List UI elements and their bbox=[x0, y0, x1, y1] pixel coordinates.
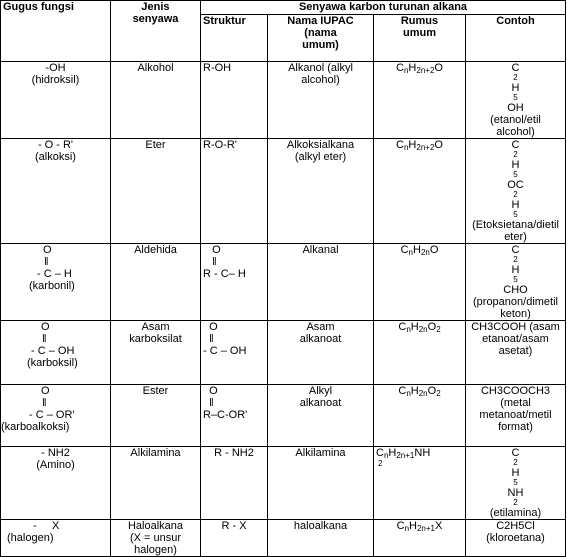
table-row bbox=[1, 321, 566, 385]
struktur-cell: O ‖ R - C– H bbox=[201, 244, 268, 321]
table-row bbox=[1, 520, 566, 557]
header-gugus-fungsi: Gugus fungsi bbox=[1, 1, 111, 62]
contoh-cell: CH3COOH (asam etanoat/asam asetat) bbox=[466, 321, 566, 385]
header-nama-iupac: Nama IUPAC (nama umum) bbox=[268, 15, 374, 62]
rumus-cell: $C_nH_{2n+2}O$ bbox=[374, 139, 466, 244]
nama-cell: haloalkana bbox=[268, 520, 374, 557]
jenis-cell: Ester bbox=[111, 385, 201, 447]
gugus-cell: - O - R' (alkoksi) bbox=[1, 139, 111, 244]
header-contoh: Contoh bbox=[466, 15, 566, 62]
jenis-cell: Alkohol bbox=[111, 62, 201, 139]
table-row bbox=[1, 139, 566, 244]
nama-cell: Alkanal bbox=[268, 244, 374, 321]
table-row bbox=[1, 385, 566, 447]
table-row bbox=[1, 244, 566, 321]
jenis-cell: Aldehida bbox=[111, 244, 201, 321]
contoh-cell: CH3COOCH3 (metal metanoat/metil format) bbox=[466, 385, 566, 447]
rumus-cell: $C_nH_{2n+1}X$ bbox=[374, 520, 466, 557]
header-struktur: Struktur bbox=[201, 15, 268, 62]
rumus-cell: $C_nH_{2n}O$ bbox=[374, 244, 466, 321]
contoh-cell: C2H5Cl (kloroetana) bbox=[466, 520, 566, 557]
struktur-cell: R - NH2 bbox=[201, 447, 268, 520]
contoh-cell: C 2 H 5 OH (etanol/etil alcohol) bbox=[466, 62, 566, 139]
contoh-cell: C 2 H 5 NH 2 (etilamina) bbox=[466, 447, 566, 520]
struktur-cell: O ‖ R–C-OR' bbox=[201, 385, 268, 447]
gugus-cell: -OH (hidroksil) bbox=[1, 62, 111, 139]
rumus-cell: $C_nH_{2n+2}O$ bbox=[374, 62, 466, 139]
gugus-cell: O ‖ - C – H (karbonil) bbox=[1, 244, 111, 321]
struktur-cell: R - X bbox=[201, 520, 268, 557]
struktur-cell: R-O-R' bbox=[201, 139, 268, 244]
contoh-cell: C 2 H 5 OC 2 H 5 (Etoksietana/dietil eter) bbox=[466, 139, 566, 244]
contoh-cell: C 2 H 5 CHO (propanon/dimetil keton) bbox=[466, 244, 566, 321]
nama-cell: Alkoksialkana (alkyl eter) bbox=[268, 139, 374, 244]
jenis-cell: Alkilamina bbox=[111, 447, 201, 520]
gugus-cell: O ‖ - C – OR' (karboalkoksi) bbox=[1, 385, 111, 447]
gugus-cell: - X (halogen) bbox=[1, 520, 111, 557]
header-rumus-umum: Rumus umum bbox=[374, 15, 466, 62]
nama-cell: Alkyl alkanoat bbox=[268, 385, 374, 447]
struktur-cell: R-OH bbox=[201, 62, 268, 139]
nama-cell: Alkanol (alkyl alcohol) bbox=[268, 62, 374, 139]
rumus-cell: $C_nH_{2n+1}NH$ 2 bbox=[374, 447, 466, 520]
gugus-cell: O ‖ - C – OH (karboksil) bbox=[1, 321, 111, 385]
jenis-cell: Haloalkana (X = unsur halogen) bbox=[111, 520, 201, 557]
nama-cell: Asam alkanoat bbox=[268, 321, 374, 385]
header-jenis-senyawa: Jenis senyawa bbox=[111, 1, 201, 62]
rumus-cell: $C_nH_{2n}O_2$ bbox=[374, 385, 466, 447]
table-row bbox=[1, 447, 566, 520]
header-group-title: Senyawa karbon turunan alkana bbox=[201, 1, 566, 15]
rumus-cell: $C_nH_{2n}O_2$ bbox=[374, 321, 466, 385]
jenis-cell: Asam karboksilat bbox=[111, 321, 201, 385]
nama-cell: Alkilamina bbox=[268, 447, 374, 520]
jenis-cell: Eter bbox=[111, 139, 201, 244]
table-row bbox=[1, 62, 566, 139]
gugus-cell: - NH2 (Amino) bbox=[1, 447, 111, 520]
struktur-cell: O ‖ - C – OH bbox=[201, 321, 268, 385]
